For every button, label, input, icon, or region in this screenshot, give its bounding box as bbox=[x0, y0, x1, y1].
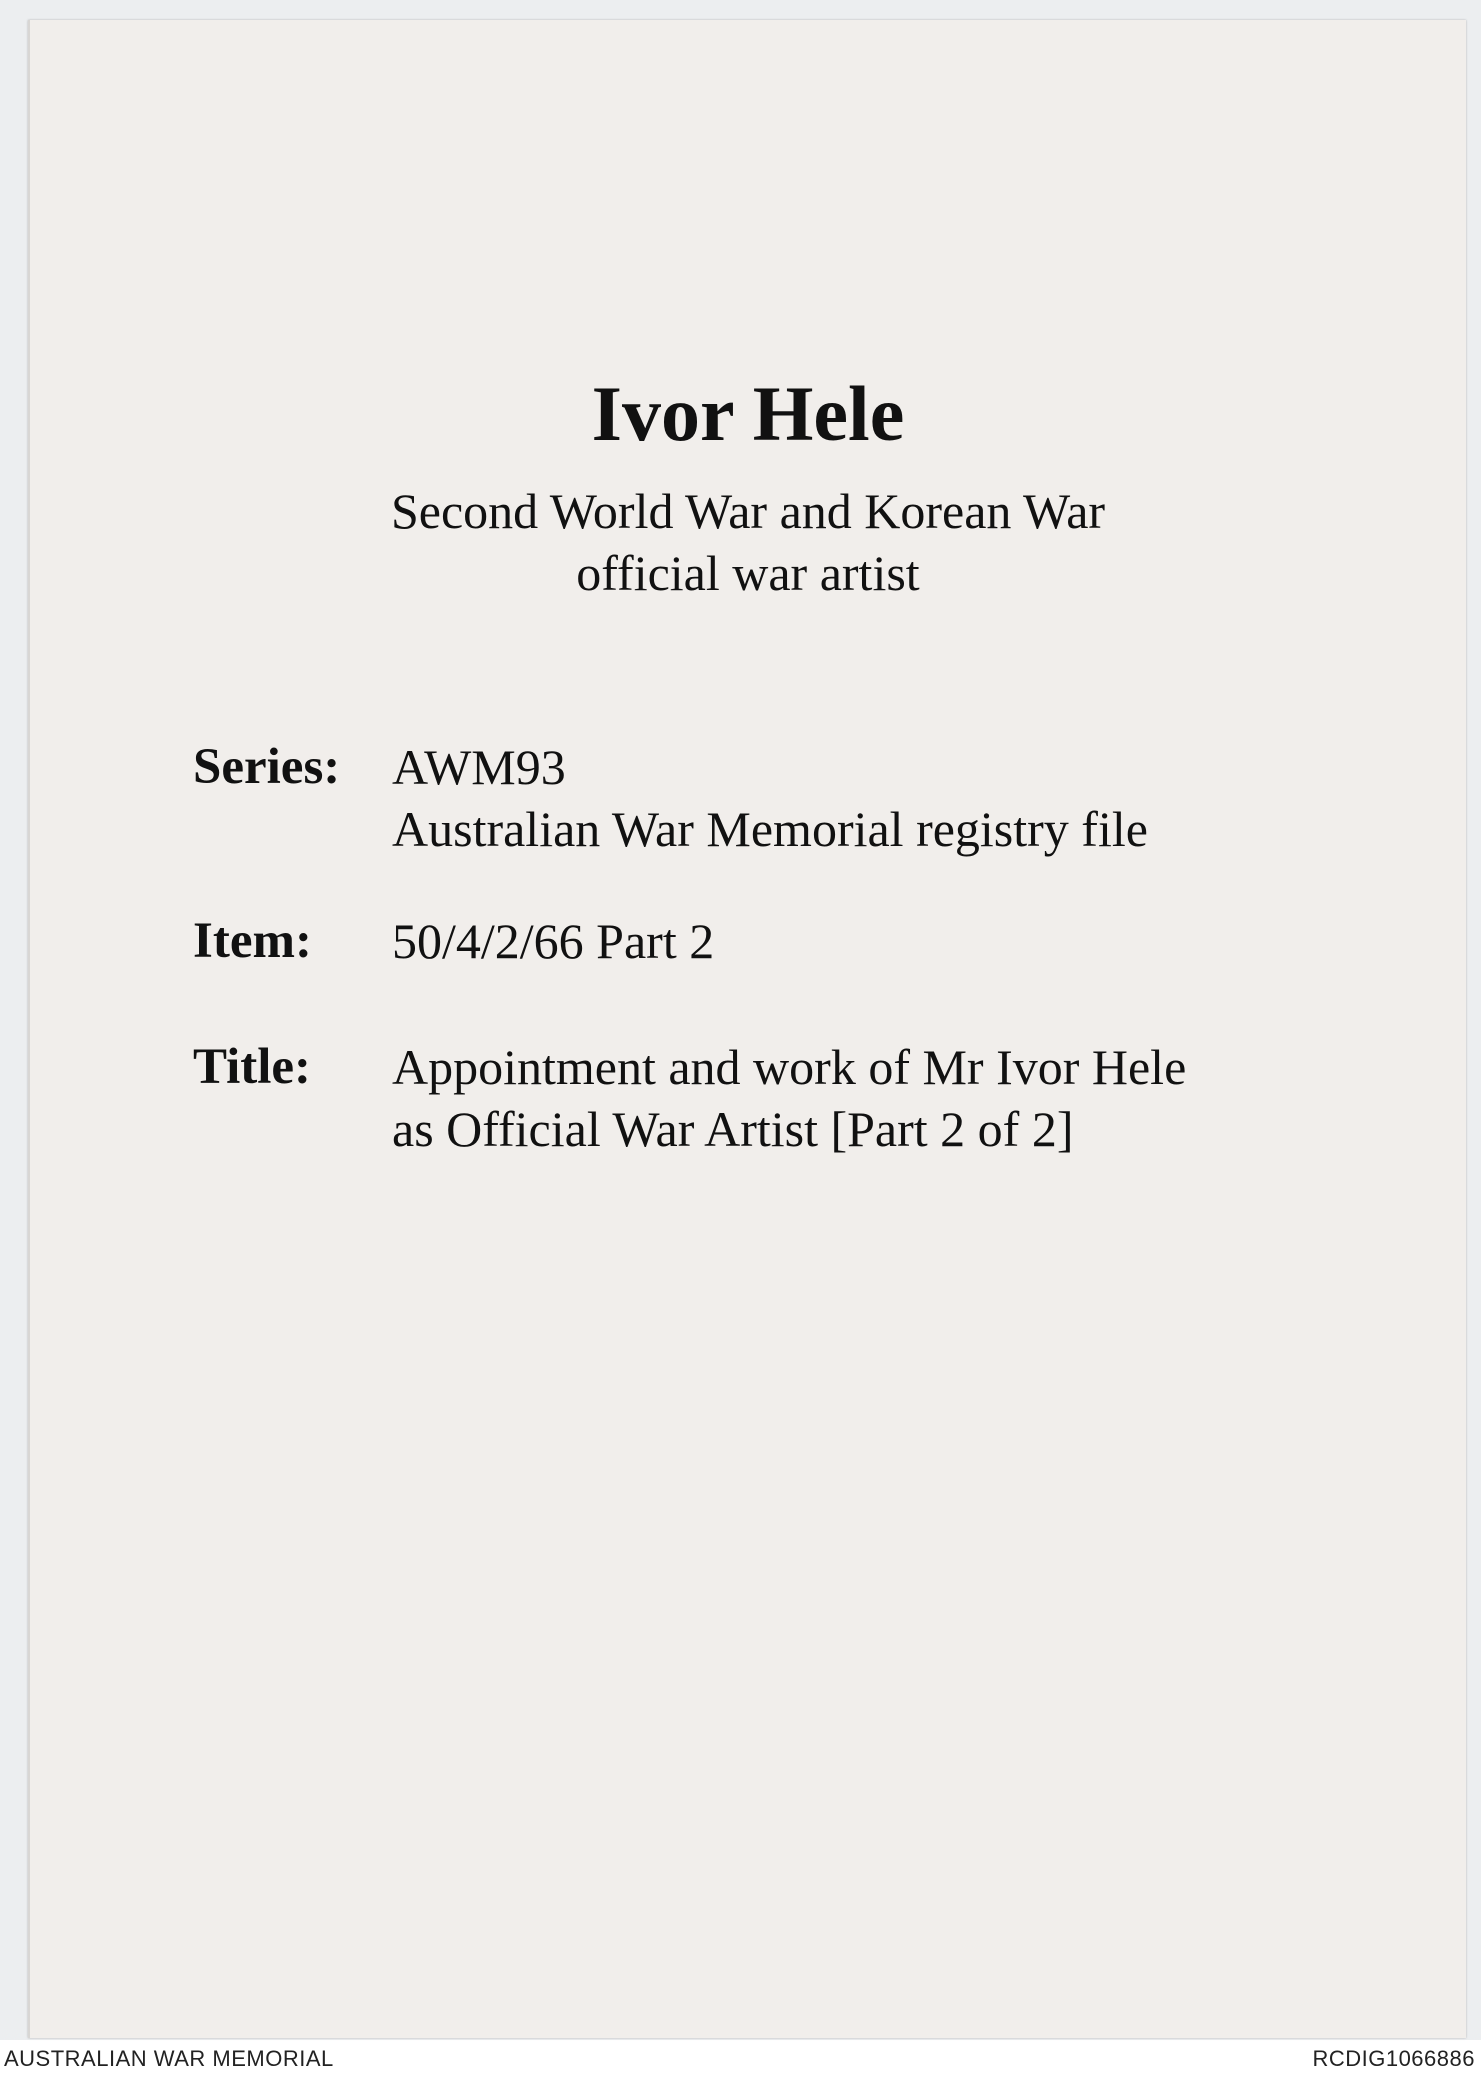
document-title: Ivor Hele bbox=[591, 370, 905, 457]
title-value-line-2: as Official War Artist [Part 2 of 2] bbox=[392, 1101, 1074, 1157]
series-description: Australian War Memorial registry file bbox=[392, 801, 1148, 857]
series-code: AWM93 bbox=[392, 739, 566, 795]
document-subtitle-line-2: official war artist bbox=[576, 545, 920, 601]
title-label: Title: bbox=[193, 1039, 312, 1095]
title-value bbox=[392, 1036, 1186, 1160]
series-value bbox=[392, 736, 1148, 860]
title-value-line-1: Appointment and work of Mr Ivor Hele bbox=[392, 1039, 1187, 1095]
item-label: Item: bbox=[193, 913, 312, 969]
series-label: Series: bbox=[193, 739, 341, 795]
document-sheet bbox=[28, 20, 1466, 2038]
item-value: 50/4/2/66 Part 2 bbox=[392, 913, 715, 969]
footer-record-id: RCDIG1066886 bbox=[1312, 2046, 1475, 2071]
document-subtitle-line-1: Second World War and Korean War bbox=[390, 483, 1106, 539]
footer-institution: AUSTRALIAN WAR MEMORIAL bbox=[4, 2046, 334, 2071]
